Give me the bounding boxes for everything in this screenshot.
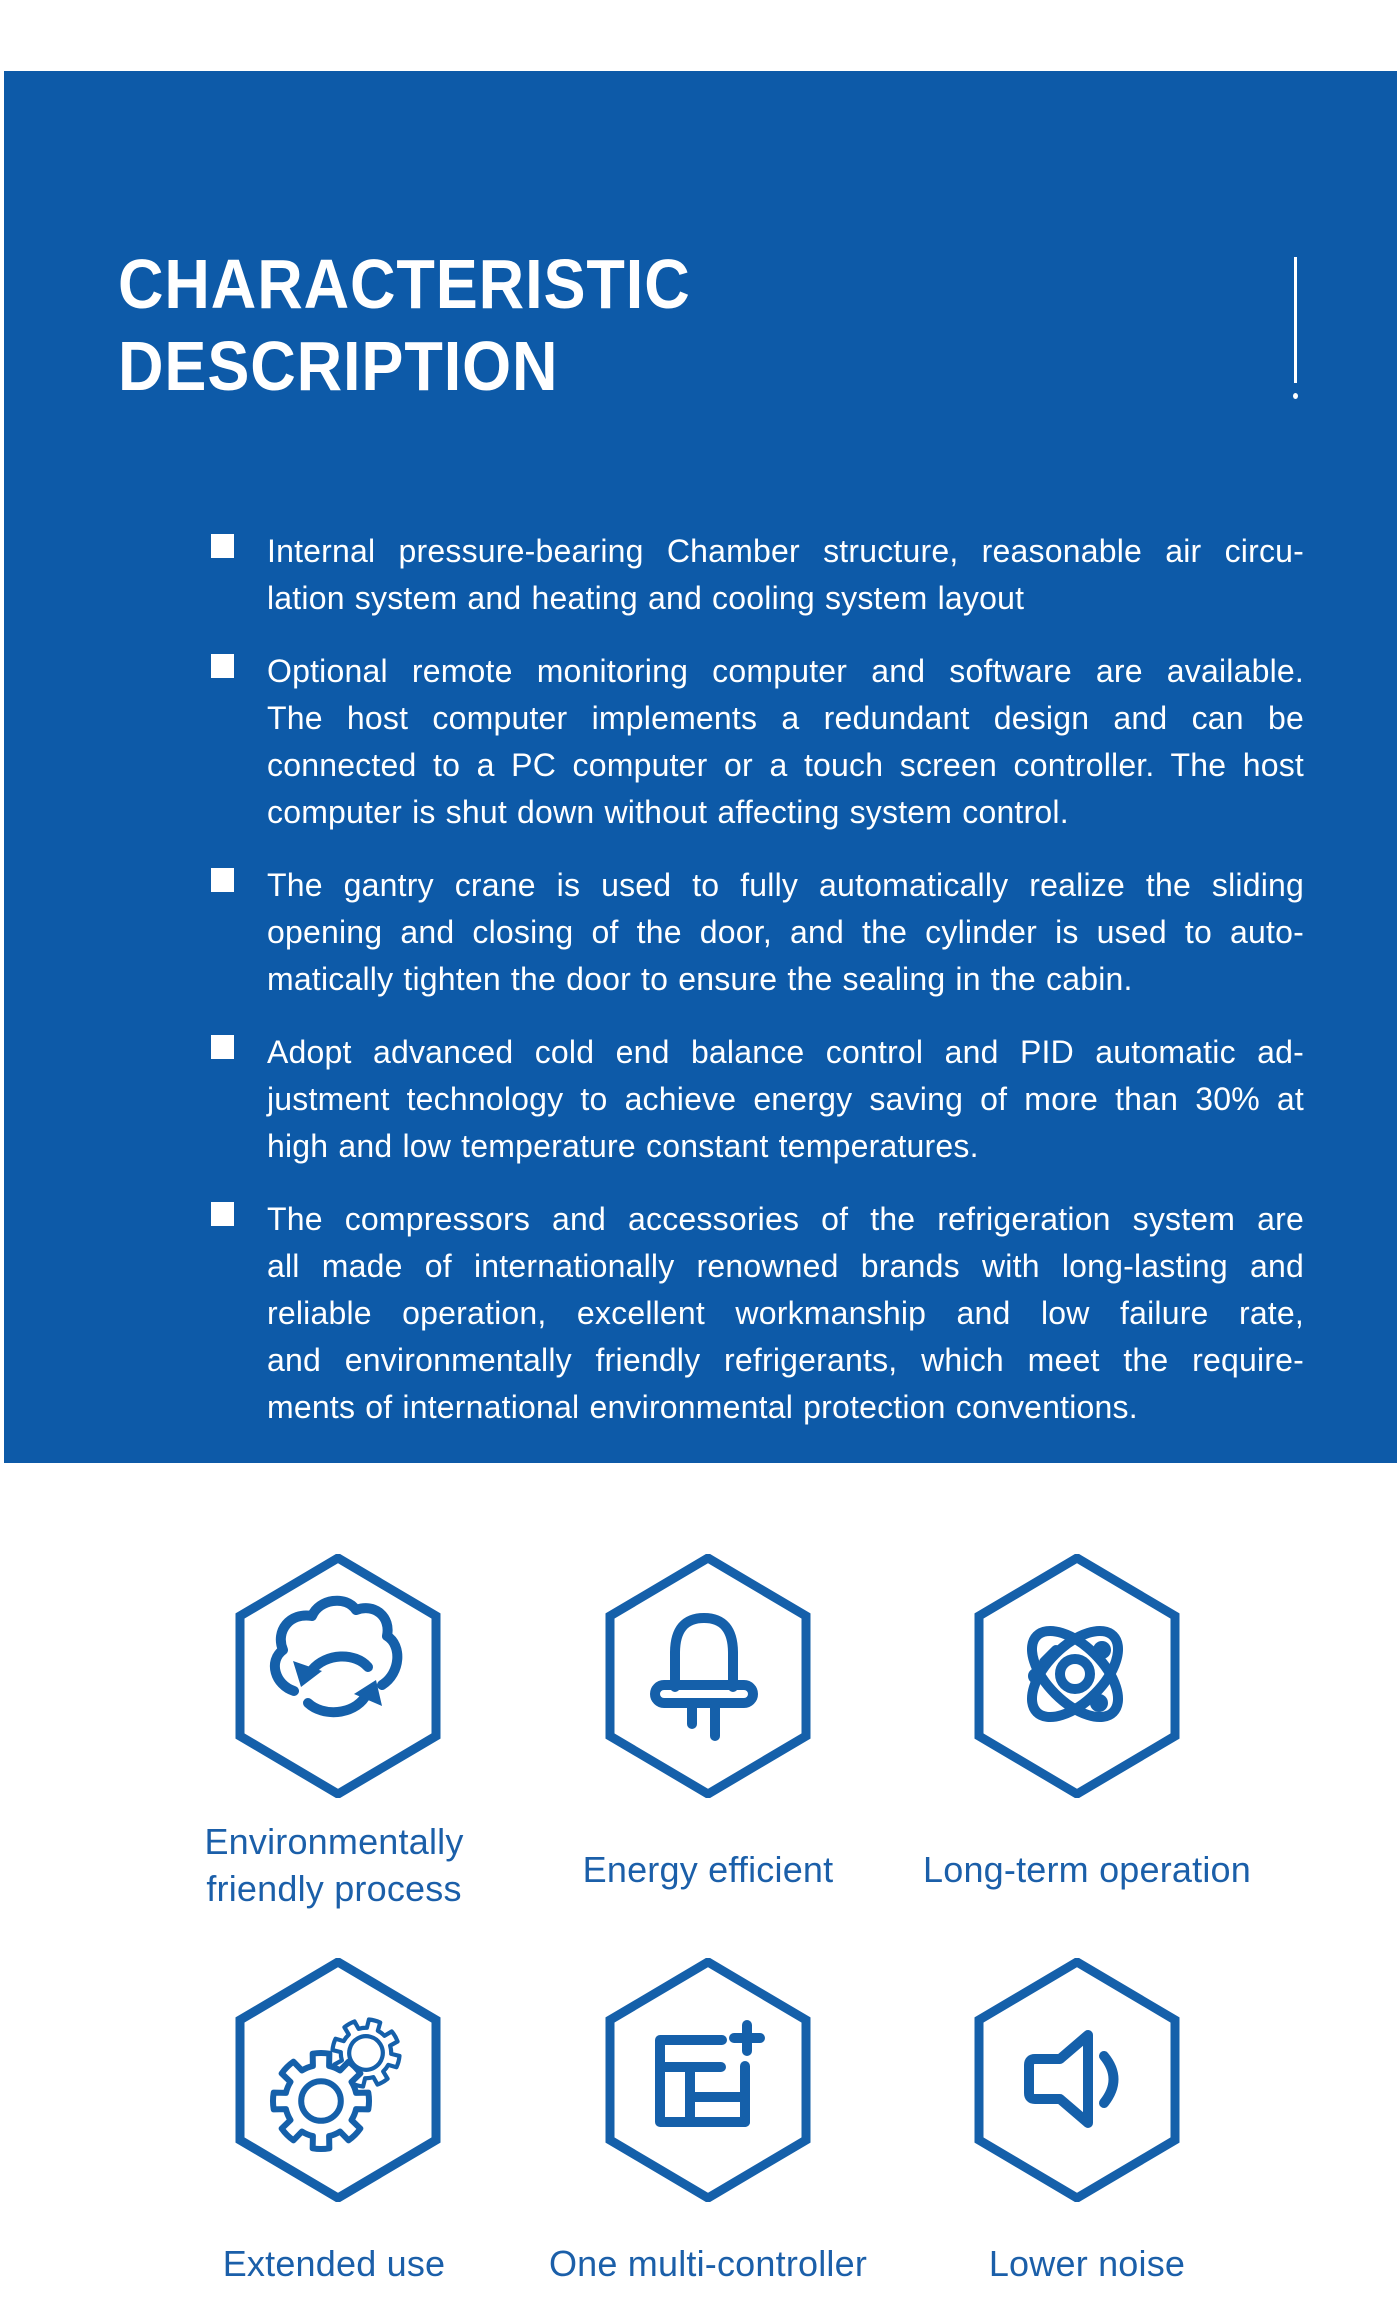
bullet-text-line: Adopt advanced cold end balance control and PID automatic ad- xyxy=(267,1034,1304,1070)
bullet-square-icon xyxy=(211,1035,234,1059)
page-title-line1: CHARACTERISTIC xyxy=(118,245,691,323)
feature-hexagon xyxy=(233,1554,443,1798)
page-title xyxy=(118,243,691,407)
led-diode-icon xyxy=(603,1554,813,1798)
gears-icon xyxy=(233,1958,443,2202)
bullet-text-line: high and low temperature constant temperatures. xyxy=(267,1128,979,1164)
feature-hexagon xyxy=(972,1958,1182,2202)
feature-label-one-multi-controller: One multi-controller xyxy=(548,2243,868,2284)
bullet-text-line: computer is shut down without affecting system control. xyxy=(267,794,1069,830)
bullet-list xyxy=(211,528,1304,1457)
window-plus-icon xyxy=(603,1958,813,2202)
bullet-square-icon xyxy=(211,654,234,678)
bullet-text-line: and environmentally friendly refrigerants, which meet the require- xyxy=(267,1342,1304,1378)
bullet-square-icon xyxy=(211,1202,234,1226)
bullet-text-line: all made of internationally renowned brands with long-lasting and xyxy=(267,1248,1304,1284)
bullet-item xyxy=(211,1029,1304,1170)
feature-hexagon xyxy=(603,1554,813,1798)
bullet-text-line: connected to a PC computer or a touch screen controller. The host xyxy=(267,747,1304,783)
hero-panel xyxy=(4,71,1397,1463)
divider-dot-ornament xyxy=(1293,393,1298,399)
bullet-square-icon xyxy=(211,534,234,558)
atom-icon xyxy=(972,1554,1182,1798)
bullet-item xyxy=(211,1196,1304,1431)
recycle-cloud-icon xyxy=(233,1554,443,1798)
bullet-square-icon xyxy=(211,868,234,892)
bullet-text-line: justment technology to achieve energy saving of more than 30% at xyxy=(267,1081,1304,1117)
bullet-text-line: The gantry crane is used to fully automatically realize the sliding xyxy=(267,867,1304,903)
feature-label-energy-efficient: Energy efficient xyxy=(582,1849,834,1890)
bullet-text-line: Internal pressure-bearing Chamber structure, reasonable air circu- xyxy=(267,533,1304,569)
feature-hexagon xyxy=(233,1958,443,2202)
feature-label-environmentally-friendly-process: Environmentally friendly process xyxy=(204,1821,464,1909)
bullet-text-line: matically tighten the door to ensure the sealing in the cabin. xyxy=(267,961,1133,997)
feature-hexagon xyxy=(972,1554,1182,1798)
bullet-text-line: opening and closing of the door, and the cylinder is used to auto- xyxy=(267,914,1304,950)
bullet-text-line: The compressors and accessories of the refrigeration system are xyxy=(267,1201,1304,1237)
bullet-text-line: Optional remote monitoring computer and software are available. xyxy=(267,653,1304,689)
divider-line-ornament xyxy=(1294,257,1297,383)
bullet-text-line: reliable operation, excellent workmanship and low failure rate, xyxy=(267,1295,1304,1331)
bullet-text-line: The host computer implements a redundant design and can be xyxy=(267,700,1304,736)
bullet-item xyxy=(211,648,1304,836)
speaker-icon xyxy=(972,1958,1182,2202)
page-title-line2: DESCRIPTION xyxy=(118,327,559,405)
bullet-item xyxy=(211,528,1304,622)
feature-label-long-term-operation: Long-term operation xyxy=(923,1849,1251,1890)
bullet-text-line: lation system and heating and cooling system layout xyxy=(267,580,1025,616)
feature-label-lower-noise: Lower noise xyxy=(988,2243,1186,2284)
bullet-item xyxy=(211,862,1304,1003)
feature-hexagon xyxy=(603,1958,813,2202)
feature-label-extended-use: Extended use xyxy=(222,2243,446,2284)
bullet-text-line: ments of international environmental protection conventions. xyxy=(267,1389,1138,1425)
